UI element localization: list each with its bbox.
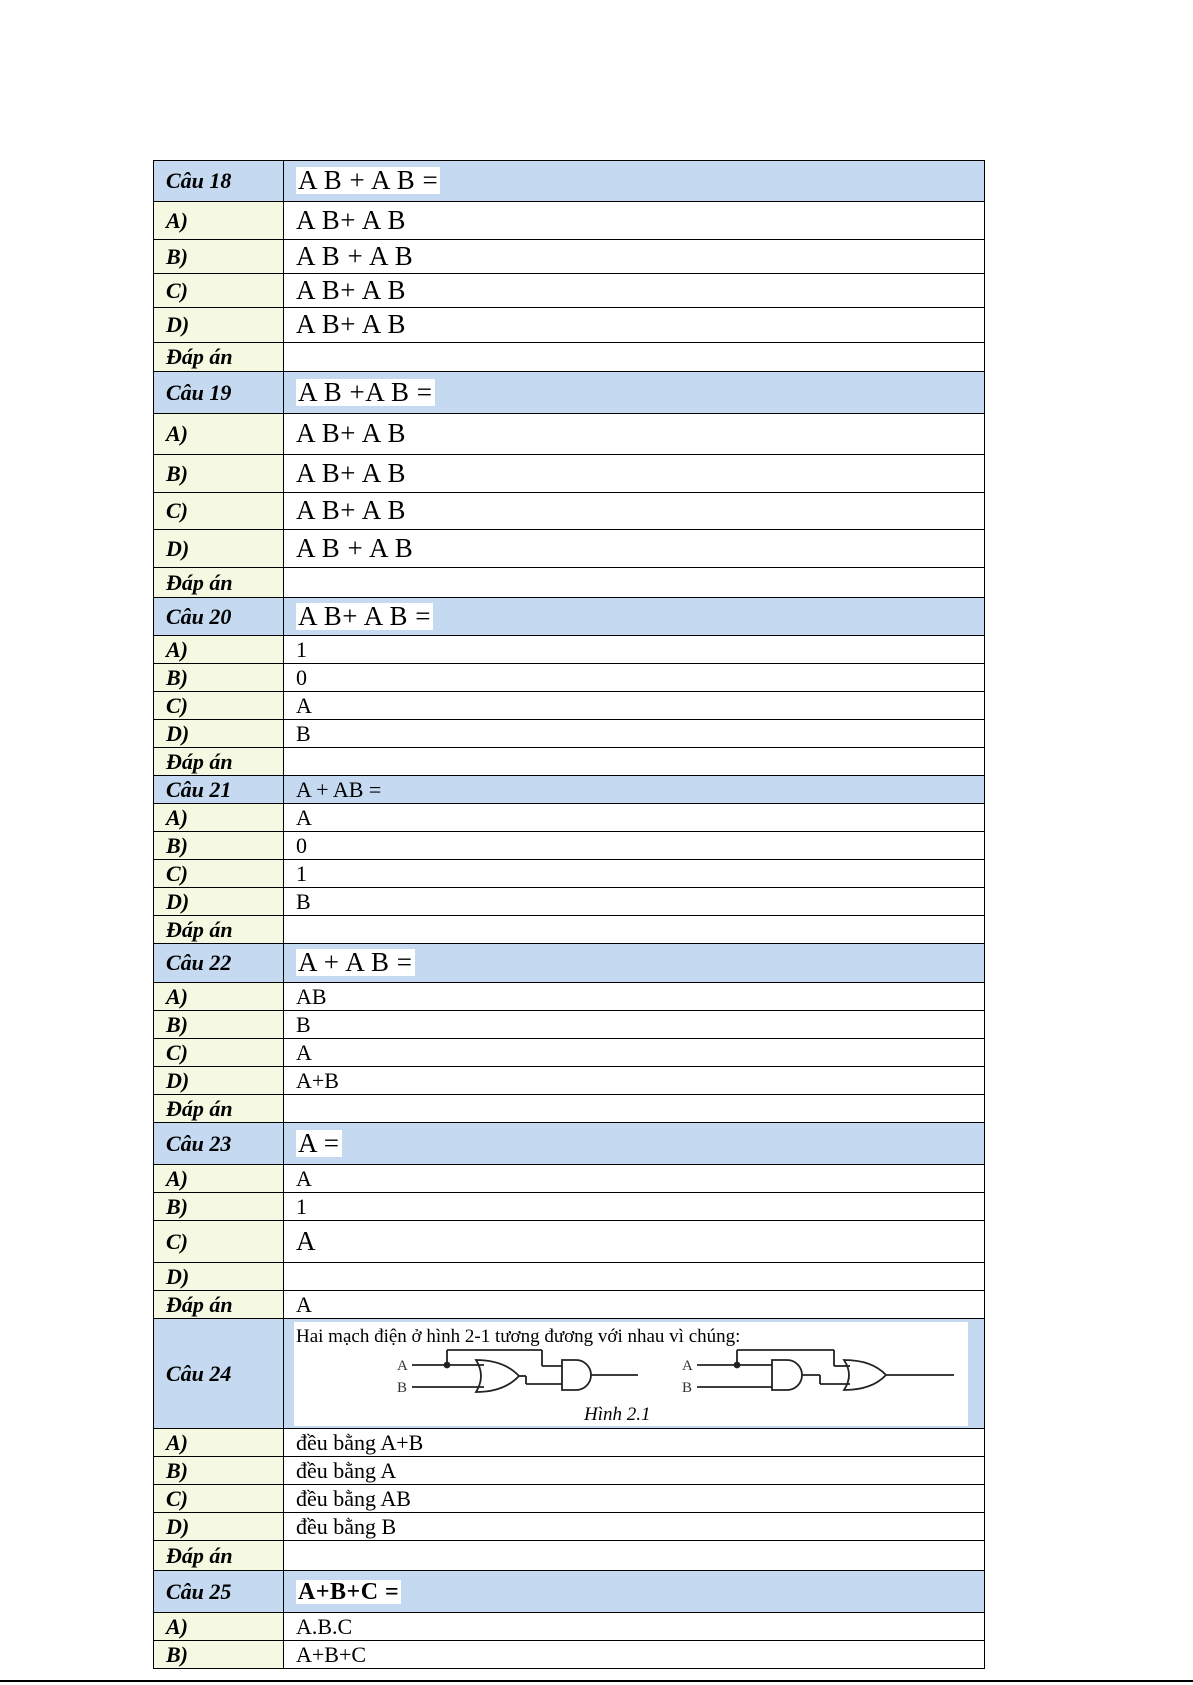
answer-label: Đáp án bbox=[154, 916, 284, 944]
option-row bbox=[154, 636, 985, 664]
input-b-label: B bbox=[397, 1379, 408, 1396]
option-value bbox=[284, 455, 985, 493]
answer-value bbox=[284, 1095, 985, 1123]
option-row bbox=[154, 804, 985, 832]
question-stem: A + AB = bbox=[284, 776, 985, 804]
answer-label: Đáp án bbox=[154, 1095, 284, 1123]
option-row bbox=[154, 530, 985, 568]
option-value bbox=[284, 493, 985, 530]
option-value bbox=[284, 202, 985, 240]
option-row bbox=[154, 1513, 985, 1541]
quiz-table bbox=[153, 160, 985, 1669]
question-stem bbox=[284, 1571, 985, 1613]
question-stem bbox=[284, 161, 985, 202]
option-value: A+B+C bbox=[284, 1641, 985, 1669]
option-label: D) bbox=[154, 308, 284, 343]
option-row bbox=[154, 860, 985, 888]
option-label: D) bbox=[154, 888, 284, 916]
option-label: A) bbox=[154, 636, 284, 664]
option-label: A) bbox=[154, 983, 284, 1011]
option-value: A bbox=[284, 692, 985, 720]
answer-value: A bbox=[284, 1291, 985, 1319]
option-value bbox=[284, 1263, 985, 1291]
option-label: A) bbox=[154, 1613, 284, 1641]
option-row bbox=[154, 1221, 985, 1263]
option-row bbox=[154, 414, 985, 455]
formula: A B+ A B bbox=[296, 274, 407, 305]
formula: A B+ A B = bbox=[298, 600, 431, 631]
option-value bbox=[284, 530, 985, 568]
option-label: D) bbox=[154, 720, 284, 748]
option-value: đều bằng A bbox=[284, 1457, 985, 1485]
answer-row bbox=[154, 343, 985, 372]
formula: A = bbox=[298, 1127, 340, 1158]
option-row bbox=[154, 240, 985, 274]
option-row bbox=[154, 720, 985, 748]
question-row bbox=[154, 372, 985, 414]
answer-value bbox=[284, 916, 985, 944]
answer-label: Đáp án bbox=[154, 1541, 284, 1571]
option-row bbox=[154, 1067, 985, 1095]
logic-circuits-diagram bbox=[294, 1348, 974, 1408]
option-row bbox=[154, 983, 985, 1011]
option-value: A+B bbox=[284, 1067, 985, 1095]
option-label: B) bbox=[154, 1011, 284, 1039]
question-label: Câu 21 bbox=[154, 776, 284, 804]
circuit-and-or bbox=[697, 1350, 954, 1390]
option-value: đều bằng AB bbox=[284, 1485, 985, 1513]
answer-row bbox=[154, 568, 985, 598]
input-b-label-2: B bbox=[682, 1379, 693, 1396]
question-label: Câu 24 bbox=[154, 1319, 284, 1429]
answer-row bbox=[154, 1541, 985, 1571]
input-a-label: A bbox=[397, 1357, 408, 1374]
option-row bbox=[154, 455, 985, 493]
option-label: C) bbox=[154, 692, 284, 720]
option-value: B bbox=[284, 720, 985, 748]
answer-row bbox=[154, 1291, 985, 1319]
formula: A B+ A B bbox=[296, 309, 407, 339]
option-row bbox=[154, 1011, 985, 1039]
option-value: 0 bbox=[284, 832, 985, 860]
option-row bbox=[154, 692, 985, 720]
option-label: A) bbox=[154, 414, 284, 455]
question-stem bbox=[284, 598, 985, 636]
option-value: A bbox=[284, 1039, 985, 1067]
question-label: Câu 20 bbox=[154, 598, 284, 636]
question-row bbox=[154, 1319, 985, 1429]
page-bottom-rule bbox=[0, 1680, 1193, 1682]
option-label: A) bbox=[154, 804, 284, 832]
option-label: D) bbox=[154, 1263, 284, 1291]
option-row bbox=[154, 832, 985, 860]
option-value: đều bằng B bbox=[284, 1513, 985, 1541]
answer-value bbox=[284, 748, 985, 776]
formula: A B+ A B bbox=[296, 495, 407, 525]
option-row bbox=[154, 1485, 985, 1513]
option-row bbox=[154, 1165, 985, 1193]
answer-row bbox=[154, 916, 985, 944]
option-value: 1 bbox=[284, 1193, 985, 1221]
option-value: 1 bbox=[284, 636, 985, 664]
question-row bbox=[154, 1123, 985, 1165]
option-label: B) bbox=[154, 455, 284, 493]
formula: A B+ A B bbox=[296, 204, 407, 235]
option-row bbox=[154, 1429, 985, 1457]
answer-value bbox=[284, 343, 985, 372]
option-value: B bbox=[284, 888, 985, 916]
formula: A B + A B bbox=[296, 532, 414, 563]
formula: A B + A B bbox=[296, 240, 414, 271]
option-label: B) bbox=[154, 1641, 284, 1669]
option-label: C) bbox=[154, 860, 284, 888]
question-stem bbox=[284, 372, 985, 414]
figure-2-1 bbox=[294, 1322, 968, 1426]
answer-label: Đáp án bbox=[154, 1291, 284, 1319]
option-label: B) bbox=[154, 832, 284, 860]
option-row bbox=[154, 1613, 985, 1641]
answer-value bbox=[284, 568, 985, 598]
option-row bbox=[154, 1457, 985, 1485]
option-label: A) bbox=[154, 1429, 284, 1457]
answer-row bbox=[154, 1095, 985, 1123]
option-value: AB bbox=[284, 983, 985, 1011]
formula: A B+ A B bbox=[296, 418, 407, 448]
question-row bbox=[154, 161, 985, 202]
option-label: A) bbox=[154, 1165, 284, 1193]
answer-value bbox=[284, 1541, 985, 1571]
option-label: B) bbox=[154, 240, 284, 274]
option-label: C) bbox=[154, 1485, 284, 1513]
question-label: Câu 25 bbox=[154, 1571, 284, 1613]
option-row bbox=[154, 308, 985, 343]
option-label: B) bbox=[154, 1193, 284, 1221]
question-row bbox=[154, 598, 985, 636]
option-value: đều bằng A+B bbox=[284, 1429, 985, 1457]
input-a-label-2: A bbox=[682, 1357, 693, 1374]
question-row bbox=[154, 944, 985, 983]
answer-label: Đáp án bbox=[154, 568, 284, 598]
formula: A B +A B = bbox=[298, 376, 433, 407]
question-row bbox=[154, 776, 985, 804]
question-stem bbox=[284, 1123, 985, 1165]
option-value: A bbox=[284, 804, 985, 832]
option-label: D) bbox=[154, 530, 284, 568]
answer-label: Đáp án bbox=[154, 748, 284, 776]
option-row bbox=[154, 664, 985, 692]
answer-row bbox=[154, 748, 985, 776]
option-label: C) bbox=[154, 1221, 284, 1263]
option-value: 0 bbox=[284, 664, 985, 692]
option-row bbox=[154, 888, 985, 916]
formula: A B + A B = bbox=[298, 165, 439, 195]
option-row bbox=[154, 202, 985, 240]
option-row bbox=[154, 1193, 985, 1221]
option-label: A) bbox=[154, 202, 284, 240]
option-value: 1 bbox=[284, 860, 985, 888]
option-value bbox=[284, 274, 985, 308]
option-row bbox=[154, 274, 985, 308]
option-value: B bbox=[284, 1011, 985, 1039]
option-label: C) bbox=[154, 1039, 284, 1067]
option-value bbox=[284, 240, 985, 274]
option-label: D) bbox=[154, 1067, 284, 1095]
question-stem bbox=[284, 1319, 985, 1429]
formula: A + A B = bbox=[298, 947, 413, 977]
option-value bbox=[284, 308, 985, 343]
formula: A B+ A B bbox=[296, 457, 407, 488]
question-label: Câu 22 bbox=[154, 944, 284, 983]
answer-label: Đáp án bbox=[154, 343, 284, 372]
question-label: Câu 19 bbox=[154, 372, 284, 414]
option-row bbox=[154, 1641, 985, 1669]
option-label: C) bbox=[154, 274, 284, 308]
option-label: B) bbox=[154, 1457, 284, 1485]
question-text: Hai mạch điện ở hình 2-1 tương đương với nhau vì chúng: bbox=[296, 1325, 741, 1347]
option-value bbox=[284, 1221, 985, 1263]
option-label: B) bbox=[154, 664, 284, 692]
option-row bbox=[154, 1263, 985, 1291]
formula: A+B+C = bbox=[298, 1578, 400, 1605]
option-row bbox=[154, 1039, 985, 1067]
figure-caption: Hình 2.1 bbox=[584, 1403, 651, 1425]
question-label: Câu 23 bbox=[154, 1123, 284, 1165]
question-stem bbox=[284, 944, 985, 983]
option-value: A bbox=[284, 1165, 985, 1193]
option-value: A.B.C bbox=[284, 1613, 985, 1641]
option-row bbox=[154, 493, 985, 530]
question-label: Câu 18 bbox=[154, 161, 284, 202]
circuit-or-and bbox=[412, 1350, 638, 1392]
option-value bbox=[284, 414, 985, 455]
question-row bbox=[154, 1571, 985, 1613]
formula: A bbox=[296, 1225, 316, 1256]
option-label: C) bbox=[154, 493, 284, 530]
option-label: D) bbox=[154, 1513, 284, 1541]
